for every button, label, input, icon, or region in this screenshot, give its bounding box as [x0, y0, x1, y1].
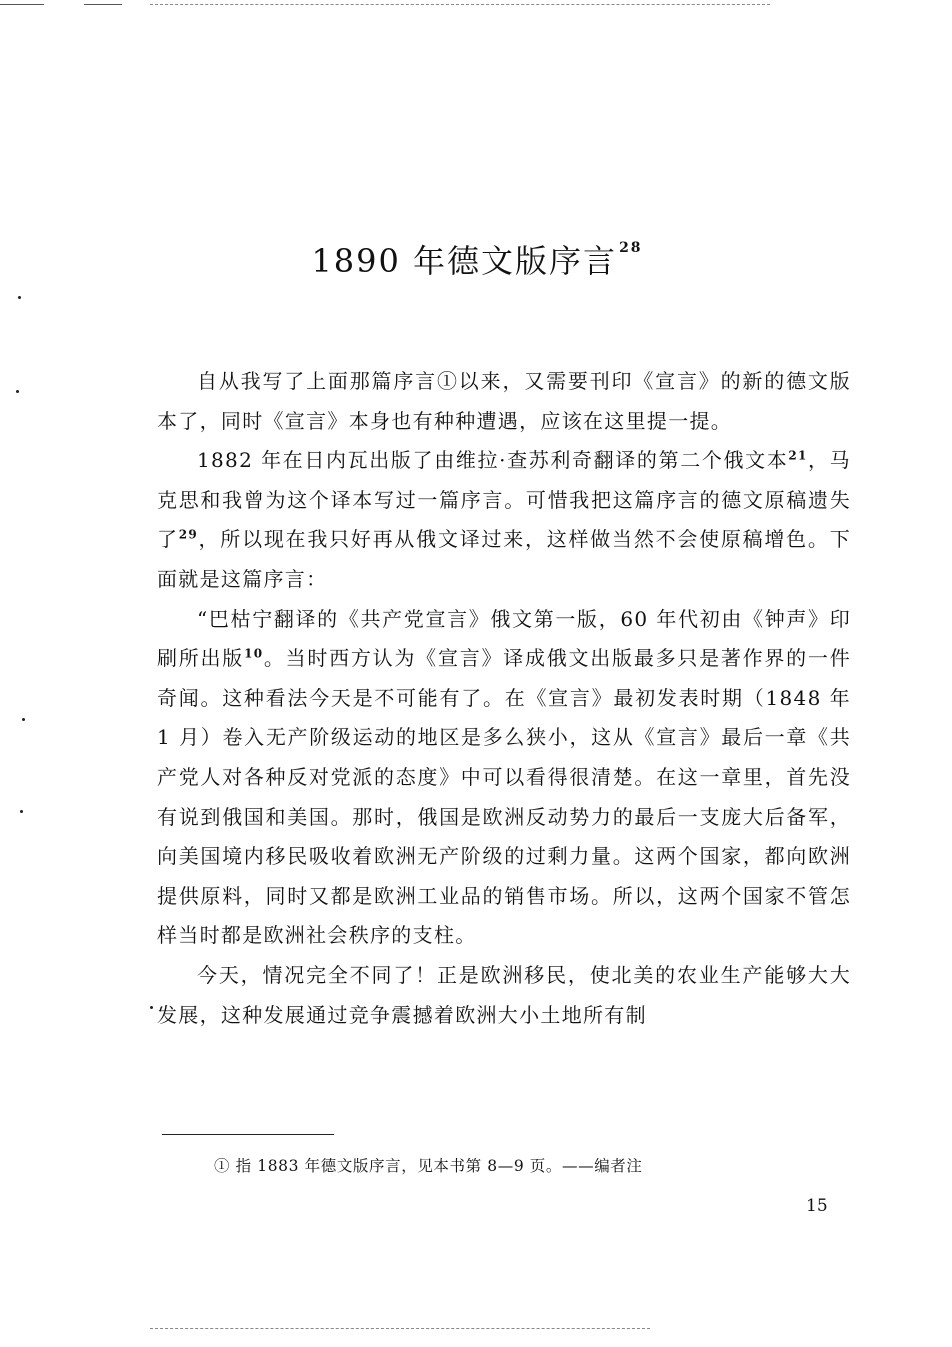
page-title-text: 1890 年德文版序言: [311, 242, 618, 280]
paragraph-text: ，所以现在我只好再从俄文译过来，这样做当然不会使原稿增色。下面就是这篇序言：: [157, 527, 851, 591]
page-title: [0, 236, 952, 282]
paragraph-text: 1882 年在日内瓦出版了由维拉·查苏利奇翻译的第二个俄文本: [197, 448, 789, 473]
title-note-ref: 28: [619, 240, 643, 256]
paragraph-text: 。当时西方认为《宣言》译成俄文出版最多只是著作界的一件奇闻。这种看法今天是不可能有了。在《宣言》最初发表时期（1848 年 1 月）卷入无产阶级运动的地区是多么狭小，这从《宣言》最后一章《共产党人对各种反对党派的态度》中可以看得很清楚。在这一章里，首先没有说到俄国和美国。那时，俄国是欧洲反动势力的最后一支庞大后备军，向美国境内移民吸收着欧洲无产阶级的过剩力量。这两个国家，都向欧洲提供原料，同时又都是欧洲工业品的销售市场。所以，这两个国家不管怎样当时都是欧洲社会秩序的支柱。: [157, 646, 851, 948]
paragraph: [157, 600, 851, 956]
scan-speck: [22, 718, 25, 721]
footnote: ① 指 1883 年德文版序言，见本书第 8—9 页。——编者注: [214, 1157, 643, 1175]
scan-speck: [150, 1006, 153, 1009]
note-reference: 10: [244, 646, 264, 661]
scan-speck: [16, 390, 19, 393]
scan-edge-rule-bottom: [150, 1328, 650, 1329]
paragraph-text: 今天，情况完全不同了！正是欧洲移民，使北美的农业生产能够大大发展，这种发展通过竞争震撼着欧洲大小土地所有制: [157, 962, 851, 1027]
paragraph: [157, 362, 851, 441]
page-number: 15: [806, 1196, 828, 1216]
footnote-divider: [162, 1134, 334, 1135]
scan-edge-rule-top-mid: [84, 4, 122, 5]
paragraph-text: 自从我写了上面那篇序言①以来，又需要刊印《宣言》的新的德文版本了，同时《宣言》本身也有种种遭遇，应该在这里提一提。: [157, 369, 851, 433]
paragraph: [157, 956, 851, 1035]
paragraph-text: “巴枯宁翻译的《共产党宣言》俄文第一版，60 年代初由《钟声》印刷所出版: [157, 606, 851, 671]
scan-edge-rule-top-right: [150, 4, 770, 5]
scan-speck: [20, 810, 23, 813]
note-reference: 21: [788, 448, 808, 463]
note-reference: 29: [178, 527, 199, 542]
scan-edge-rule-top-left: [0, 4, 44, 5]
paragraph-text: ，马克思和我曾为这个译本写过一篇序言。可惜我把这篇序言的德文原稿遗失了: [157, 448, 851, 552]
body-text: [157, 362, 851, 1035]
scan-speck: [18, 296, 21, 299]
paragraph: [157, 441, 851, 599]
